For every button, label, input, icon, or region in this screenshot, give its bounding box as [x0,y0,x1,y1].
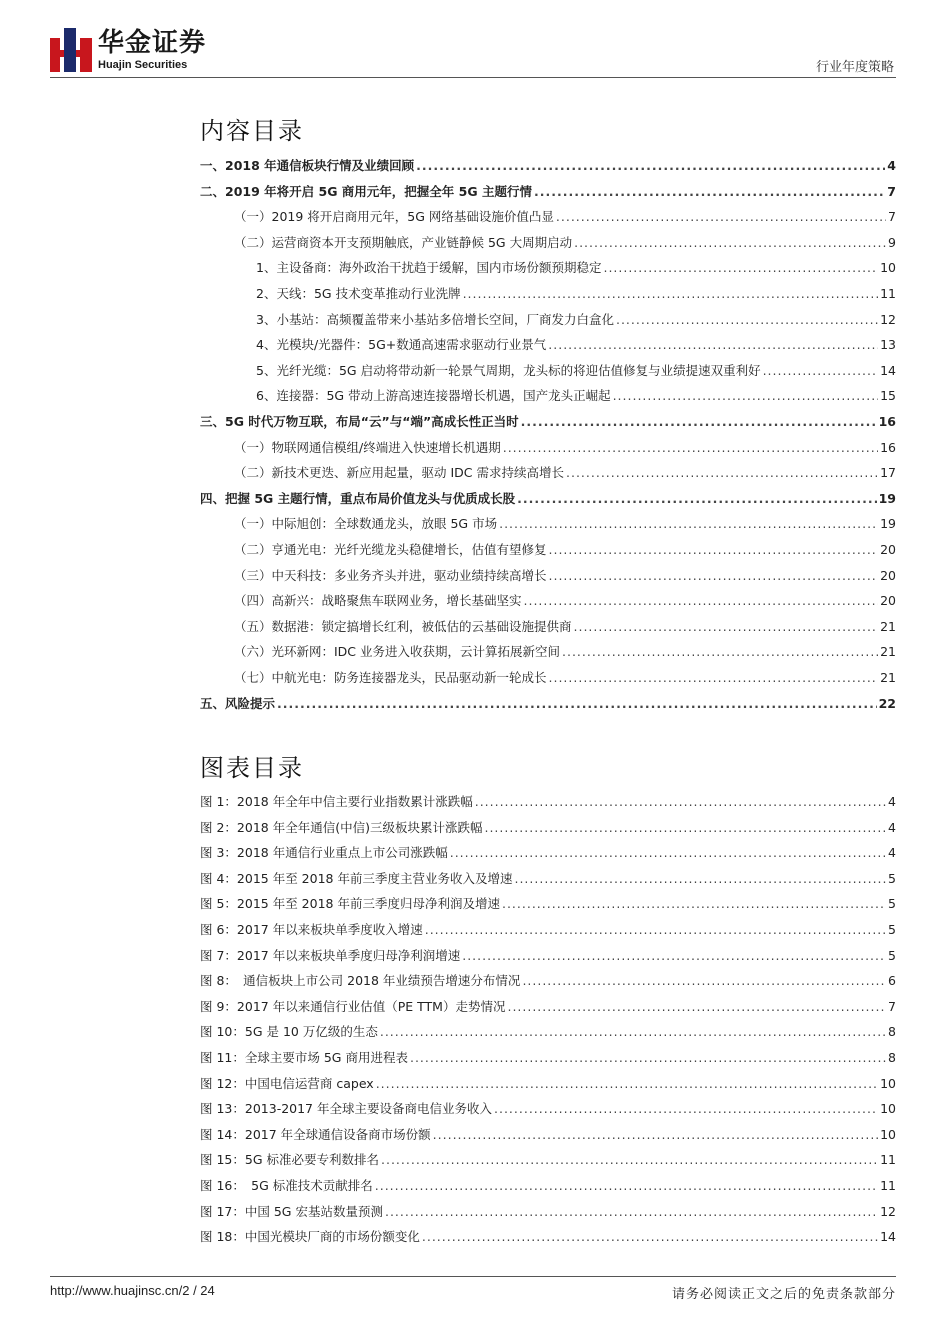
toc-title: 内容目录 [200,117,304,145]
dot-leader [524,589,879,613]
figures-title: 图表目录 [200,754,304,782]
figure-entry-label: 图 5：2015 年至 2018 年前三季度归母净利润及增速 [200,896,500,912]
figure-entry[interactable] [200,969,896,993]
figure-entry-label: 图 6：2017 年以来板块单季度收入增速 [200,922,423,937]
figure-entry-page: 4 [888,794,896,809]
dot-leader [763,359,879,383]
toc-entry-page: 16 [878,414,896,429]
header-divider [50,77,896,78]
dot-leader [450,841,886,865]
dot-leader [556,205,886,229]
toc-entry[interactable] [200,589,896,613]
toc-entry[interactable] [200,180,896,204]
toc-entry-label: 二、2019 年将开启 5G 商用元年，把握全年 5G 主题行情 [200,183,532,199]
figure-entry[interactable] [200,841,896,865]
huajin-logo-icon [50,28,92,72]
dot-leader [548,333,878,357]
dot-leader [475,790,886,814]
toc-entry[interactable] [200,231,896,255]
dot-leader [507,995,886,1019]
figure-entry[interactable] [200,1200,896,1224]
figure-entry-page: 5 [888,896,896,912]
toc-entry-page: 13 [880,337,896,353]
toc-entry-label: （六）光环新网：IDC 业务进入收获期，云计算拓展新空间 [234,644,561,660]
toc-entry[interactable] [200,666,896,690]
figure-entry[interactable] [200,1020,896,1044]
figure-entry-label: 图 2：2018 年全年通信(中信)三级板块累计涨跌幅 [200,819,483,835]
toc-entry-label: （一）物联网通信模组/终端进入快速增长机遇期 [234,439,501,455]
figure-entry-label: 图 7：2017 年以来板块单季度归母净利润增速 [200,947,461,963]
toc-entry-page: 14 [880,362,896,378]
dot-leader [503,436,878,460]
dot-leader [494,1097,878,1121]
toc-entry[interactable] [200,308,896,332]
figure-entry-page: 5 [888,922,896,937]
dot-leader [521,410,877,434]
dot-leader [484,816,886,840]
dot-leader [566,461,878,485]
dot-leader [616,308,878,332]
figure-entry[interactable] [200,995,896,1019]
dot-leader [574,615,879,639]
dot-leader [522,969,886,993]
dot-leader [433,1123,878,1147]
dot-leader [380,1020,886,1044]
page-header [0,0,950,80]
toc-entry-label: 5、光纤光缆：5G 启动将带动新一轮景气周期，龙头标的将迎估值修复与业绩提速双重利好 [256,362,761,378]
figure-entry-page: 10 [880,1075,896,1091]
toc-entry-label: 3、小基站：高频覆盖带来小基站多倍增长空间，厂商发力白盒化 [256,311,614,327]
toc-entry-label: （一）2019 将开启商用元年，5G 网络基础设施价值凸显 [234,209,554,225]
toc-entry[interactable] [200,410,896,434]
dot-leader [375,1174,878,1198]
dot-leader [549,564,879,588]
dot-leader [549,538,879,562]
toc-entry[interactable] [200,461,896,485]
toc-entry-page: 10 [880,260,896,276]
dot-leader [381,1148,878,1172]
dot-leader [385,1200,878,1224]
figure-entry-label: 图 10：5G 是 10 万亿级的生态 [200,1024,378,1040]
figure-entry[interactable] [200,1225,896,1249]
toc-entry-page: 11 [880,286,896,301]
figure-entry-label: 图 17：中国 5G 宏基站数量预测 [200,1203,383,1219]
figure-entry[interactable] [200,816,896,840]
dot-leader [502,892,886,916]
dot-leader [462,944,886,968]
toc-entry-page: 19 [880,516,896,532]
figure-entry[interactable] [200,892,896,916]
figure-entry-label: 图 11：全球主要市场 5G 商用进程表 [200,1050,408,1065]
dot-leader [376,1072,878,1096]
footer-url-page[interactable]: http://www.huajinsc.cn/2 / 24 [50,1283,215,1298]
figure-entry-page: 8 [888,1050,896,1065]
toc-entry[interactable] [200,333,896,357]
toc-entry-page: 20 [880,567,896,583]
toc-entry[interactable] [200,436,896,460]
toc-entry-label: 2、天线：5G 技术变革推动行业洗牌 [256,286,461,301]
toc-entry[interactable] [200,282,896,306]
toc-entry-page: 21 [880,670,896,685]
figure-entry-label: 图 13：2013-2017 年全球主要设备商电信业务收入 [200,1101,492,1117]
figure-entry-label: 图 1：2018 年全年中信主要行业指数累计涨跌幅 [200,794,473,809]
figure-entry-label: 图 3：2018 年通信行业重点上市公司涨跌幅 [200,845,448,861]
toc-entry[interactable] [200,384,896,408]
toc-entry-label: （一）中际旭创：全球数通龙头，放眼 5G 市场 [234,516,498,532]
toc-entry-label: （二）亨通光电：光纤光缆龙头稳健增长，估值有望修复 [234,542,547,557]
toc-entry-label: 4、光模块/光器件：5G+数通高速需求驱动行业景气 [256,337,547,353]
figure-entry[interactable] [200,1148,896,1172]
dot-leader [549,666,879,690]
toc-entry-label: （三）中天科技：多业务齐头并进，驱动业绩持续高增长 [234,567,547,583]
toc-entry-page: 9 [888,234,896,250]
figure-entry[interactable] [200,1046,896,1070]
toc-entry-page: 17 [880,465,896,481]
toc-entry[interactable] [200,512,896,536]
figure-entry[interactable] [200,1174,896,1198]
figure-entry-label: 图 9：2017 年以来通信行业估值（PE TTM）走势情况 [200,998,506,1014]
dot-leader [562,640,878,664]
toc-entry[interactable] [200,538,896,562]
figure-entry-page: 11 [880,1152,896,1168]
figure-entry-page: 10 [880,1126,896,1142]
toc-entry-page: 7 [888,209,896,225]
toc-entry-label: 一、2018 年通信板块行情及业绩回顾 [200,158,415,173]
figure-entry-label: 图 12：中国电信运营商 capex [200,1075,374,1091]
brand-name-cn: 华金证券 [98,28,207,58]
figure-entry-page: 4 [888,845,896,861]
toc-entry[interactable] [200,256,896,280]
dot-leader [517,487,876,511]
figure-entry-page: 6 [888,973,896,989]
footer-disclaimer: 请务必阅读正文之后的免责条款部分 [671,1287,896,1302]
toc-entry-label: 1、主设备商：海外政治干扰趋于缓解，国内市场份额预期稳定 [256,260,602,276]
toc-entry-page: 19 [878,490,896,506]
brand-name-en: Huajin Securities [98,59,188,71]
figure-entry-page: 5 [888,947,896,963]
toc-entry-label: （二）运营商资本开支预期触底，产业链静候 5G 大周期启动 [234,234,573,250]
toc-entry[interactable] [200,640,896,664]
figure-entry-label: 图 16： 5G 标准技术贡献排名 [200,1178,373,1193]
figure-entry[interactable] [200,790,896,814]
toc-entry-label: （二）新技术更迭、新应用起量，驱动 IDC 需求持续高增长 [234,465,564,481]
toc-entry[interactable] [200,359,896,383]
figure-entry-page: 7 [888,998,896,1014]
toc-entry-label: 五、风险提示 [200,695,276,711]
figure-entry-page: 4 [888,819,896,835]
toc-entry-page: 20 [880,542,896,557]
dot-leader [574,231,886,255]
figure-entry[interactable] [200,1072,896,1096]
figure-entry-label: 图 18：中国光模块厂商的市场份额变化 [200,1229,420,1245]
toc-entry-label: 三、5G 时代万物互联，布局“云”与“端”高成长性正当时 [200,414,519,429]
figure-entry-page: 11 [880,1178,896,1193]
dot-leader [277,692,877,716]
dot-leader [422,1225,878,1249]
toc-entry-page: 16 [880,439,896,455]
figure-entry-label: 图 8： 通信板块上市公司 2018 年业绩预告增速分布情况 [200,973,521,989]
footer-divider [50,1276,896,1277]
toc-entry[interactable] [200,154,896,178]
dot-leader [416,154,885,178]
figure-entry-label: 图 4：2015 年至 2018 年前三季度主营业务收入及增速 [200,870,513,886]
figure-entry[interactable] [200,944,896,968]
toc-entry[interactable] [200,487,896,511]
figure-entry[interactable] [200,918,896,942]
toc-entry-page: 7 [887,183,896,199]
dot-leader [613,384,879,408]
figure-entry-label: 图 15：5G 标准必要专利数排名 [200,1152,379,1168]
dot-leader [603,256,878,280]
dot-leader [534,180,885,204]
toc-entry[interactable] [200,615,896,639]
toc-entry-label: 四、把握 5G 主题行情，重点布局价值龙头与优质成长股 [200,490,516,506]
toc-entry-label: 6、连接器：5G 带动上游高速连接器增长机遇，国产龙头正崛起 [256,388,611,404]
toc-entry-label: （七）中航光电：防务连接器龙头，民品驱动新一轮成长 [234,670,547,685]
dot-leader [499,512,878,536]
toc-entry-page: 21 [880,644,896,660]
toc-entry-page: 22 [878,695,896,711]
toc-entry[interactable] [200,205,896,229]
dot-leader [514,867,886,891]
toc-entry-label: （四）高新兴：战略聚焦车联网业务，增长基础坚实 [234,593,522,609]
figure-entry-page: 10 [880,1101,896,1117]
toc-entry-page: 20 [880,593,896,609]
toc-entry-label: （五）数据港：锁定搞增长红利，被低估的云基础设施提供商 [234,618,572,634]
dot-leader [425,918,886,942]
figure-entry-page: 5 [888,870,896,886]
toc-entry-page: 21 [880,618,896,634]
dot-leader [463,282,879,306]
figure-entry-page: 8 [888,1024,896,1040]
toc-entry[interactable] [200,692,896,716]
toc-entry-page: 12 [880,311,896,327]
toc-entry-page: 15 [880,388,896,404]
report-type: 行业年度策略 [815,60,894,75]
figure-entry[interactable] [200,1123,896,1147]
toc-entry[interactable] [200,564,896,588]
dot-leader [410,1046,886,1070]
figure-entry[interactable] [200,1097,896,1121]
figure-entry[interactable] [200,867,896,891]
figure-entry-page: 14 [880,1229,896,1245]
figure-entry-label: 图 14：2017 年全球通信设备商市场份额 [200,1126,431,1142]
toc-entry-page: 4 [887,158,896,173]
figure-entry-page: 12 [880,1203,896,1219]
